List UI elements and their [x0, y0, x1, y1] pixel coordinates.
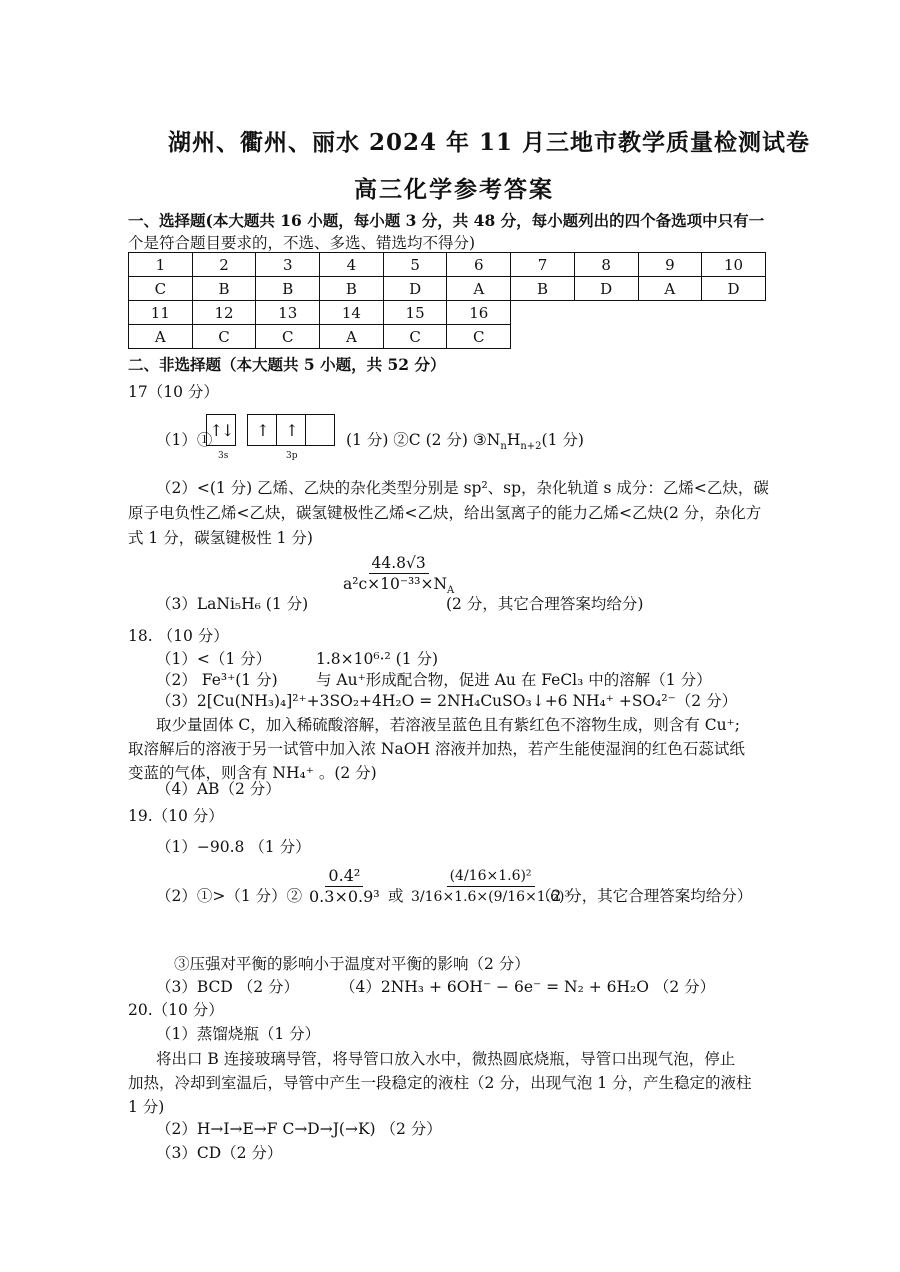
orbital-3s-label: 3s [218, 451, 229, 461]
fraction-denominator-text: a²c×10⁻³³×N [343, 575, 448, 593]
table-cell-empty [702, 301, 766, 325]
table-cell-empty [574, 325, 638, 349]
table-cell: C [256, 325, 320, 349]
q20-p1-line2: 将出口 B 连接玻璃导管，将导管口放入水中，微热圆底烧瓶，导管口出现气泡，停止 [156, 1050, 736, 1068]
table-cell: 12 [192, 301, 256, 325]
q20-p2: （2）H→I→E→F C→D→J(→K) （2 分） [156, 1120, 442, 1138]
table-cell: A [638, 277, 702, 301]
orbital-3p [247, 414, 335, 446]
table-cell: D [702, 277, 766, 301]
q18-p2a: （2） Fe³⁺(1 分) [156, 671, 278, 689]
table-cell: A [320, 325, 384, 349]
table-cell: 4 [320, 253, 384, 277]
table-cell: 14 [320, 301, 384, 325]
orbital-box: ↑↓ [209, 420, 233, 440]
q19-p2-3: ③压强对平衡的影响小于温度对平衡的影响（2 分） [174, 955, 530, 973]
q17-p1-rest-a: (1 分) ②C (2 分) ③N [346, 431, 501, 449]
q19-p4: （4）2NH₃ + 6OH⁻ − 6e⁻ = N₂ + 6H₂O （2 分） [340, 978, 716, 996]
q19-p3: （3）BCD （2 分） [156, 978, 300, 996]
q19-or: 或 [388, 887, 404, 905]
table-row-answers-2 [129, 325, 766, 349]
table-cell: 15 [383, 301, 447, 325]
q18-p4: （4）AB（2 分） [156, 780, 281, 798]
table-cell: 8 [574, 253, 638, 277]
fraction-numerator: (4/16×1.6)² [447, 866, 535, 887]
fraction-numerator: 0.4² [325, 866, 363, 887]
q18-p1: （1）<（1 分） [156, 650, 272, 668]
fraction-denominator: 0.3×0.9³ [309, 887, 380, 906]
q19-p1: （1）−90.8 （1 分） [156, 838, 311, 856]
document-subtitle: 高三化学参考答案 [354, 176, 554, 203]
fraction-numerator: 44.8√3 [369, 553, 429, 574]
table-cell: D [574, 277, 638, 301]
q18-p2b: 与 Au⁺形成配合物，促进 Au 在 FeCl₃ 中的溶解（1 分） [316, 671, 712, 689]
section1-heading-line2: 个是符合题目要求的，不选、多选、错选均不得分) [128, 234, 476, 252]
table-cell: 2 [192, 253, 256, 277]
table-cell: B [320, 277, 384, 301]
fraction-denominator-sub: A [447, 585, 455, 597]
q17-p1-prefix: （1）① [156, 431, 213, 449]
table-cell: 3 [256, 253, 320, 277]
table-cell: 10 [702, 253, 766, 277]
table-cell: D [383, 277, 447, 301]
q17-p2-line2: 原子电负性乙烯<乙炔，碳氢键极性乙烯<乙炔，给出氢离子的能力乙烯<乙炔(2 分，杂化方 [128, 504, 762, 522]
table-cell: 13 [256, 301, 320, 325]
section1-heading-line1: 一、选择题(本大题共 16 小题，每小题 3 分，共 48 分，每小题列出的四个备选项中只有一 [128, 211, 765, 230]
q18-p3: （3）2[Cu(NH₃)₄]²⁺+3SO₂+4H₂O = 2NH₄CuSO₃↓+6 NH₄⁺ +SO₄²⁻（2 分） [156, 692, 738, 710]
q19-p2-suffix: （2 分，其它合理答案均给分） [536, 887, 753, 905]
table-row-numbers-1 [129, 253, 766, 277]
table-cell: C [383, 325, 447, 349]
table-cell: 6 [447, 253, 511, 277]
table-row-numbers-2 [129, 301, 766, 325]
q18-p3-line2: 取少量固体 C，加入稀硫酸溶解，若溶液呈蓝色且有紫红色不溶物生成，则含有 Cu⁺; [156, 716, 740, 734]
table-cell-empty [702, 325, 766, 349]
table-cell: A [447, 277, 511, 301]
q18-p3-line4: 变蓝的气体，则含有 NH₄⁺ 。(2 分) [128, 764, 377, 782]
q20-p1-line4: 1 分) [128, 1098, 165, 1116]
q17-p3-prefix: （3）LaNi₅H₆ (1 分) [156, 595, 309, 613]
table-cell: A [129, 325, 193, 349]
orbital-3s [206, 414, 236, 446]
table-cell-empty [511, 301, 575, 325]
q17-p3-suffix: (2 分，其它合理答案均给分) [446, 595, 644, 613]
q20-title: 20.（10 分） [128, 1001, 224, 1019]
orbital-box: ↑ [276, 415, 305, 445]
fraction-denominator: 3/16×1.6×(9/16×1.6)³ [411, 889, 571, 905]
q19-title: 19.（10 分） [128, 807, 224, 825]
q17-p2-line1: （2）<(1 分) 乙烯、乙炔的杂化类型分别是 sp²、sp，杂化轨道 s 成分：乙烯<乙炔，碳 [156, 479, 769, 497]
q17-p1-rest [346, 428, 584, 452]
table-cell: 16 [447, 301, 511, 325]
table-cell: B [192, 277, 256, 301]
table-cell: 7 [511, 253, 575, 277]
q17-p1-rest-b: (1 分) [541, 431, 584, 449]
q17-p1-sub-n2: n+2 [520, 441, 542, 453]
q20-p3: （3）CD（2 分） [156, 1144, 283, 1162]
table-cell-empty [511, 325, 575, 349]
answer-table [128, 252, 766, 349]
table-cell: B [511, 277, 575, 301]
table-cell: 9 [638, 253, 702, 277]
q17-p1-h: H [506, 431, 521, 449]
q17-p2-line3: 式 1 分，碳氢键极性 1 分) [128, 529, 313, 547]
q20-p1: （1）蒸馏烧瓶（1 分） [156, 1025, 321, 1043]
table-cell: C [192, 325, 256, 349]
table-cell-empty [638, 301, 702, 325]
q17-p1-sub-n: n [500, 441, 507, 453]
q17-p3-fraction [340, 553, 457, 601]
q19-fraction-1 [306, 866, 383, 907]
orbital-box [305, 415, 334, 445]
table-cell-empty [574, 301, 638, 325]
table-cell: 11 [129, 301, 193, 325]
fraction-denominator [340, 574, 457, 601]
table-cell: B [256, 277, 320, 301]
table-cell: 1 [129, 253, 193, 277]
orbital-box: ↑ [256, 420, 268, 440]
table-cell-empty [638, 325, 702, 349]
table-cell: C [129, 277, 193, 301]
q19-p2-prefix: （2）①>（1 分）② [156, 887, 303, 905]
orbital-3p-label: 3p [286, 451, 298, 461]
q18-title: 18. （10 分） [128, 627, 229, 645]
document-title: 湖州、衢州、丽水 2024 年 11 月三地市教学质量检测试卷 [168, 129, 811, 156]
q18-p3-line3: 取溶解后的溶液于另一试管中加入浓 NaOH 溶液并加热，若产生能使湿润的红色石蕊试纸 [128, 740, 745, 758]
table-cell: 5 [383, 253, 447, 277]
section2-heading: 二、非选择题（本大题共 5 小题，共 52 分） [128, 355, 446, 374]
table-cell: C [447, 325, 511, 349]
q17-title: 17（10 分） [128, 383, 219, 401]
table-row-answers-1 [129, 277, 766, 301]
q18-p1b: 1.8×10⁶·² (1 分) [316, 650, 439, 668]
q20-p1-line3: 加热，冷却到室温后，导管中产生一段稳定的液柱（2 分，出现气泡 1 分，产生稳定的液柱 [128, 1074, 752, 1092]
